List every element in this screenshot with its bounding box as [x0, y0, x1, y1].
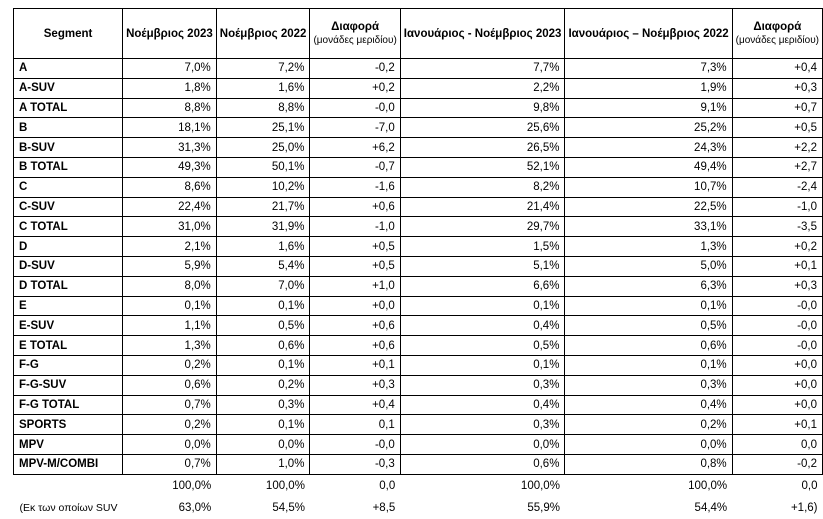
footer-cell-segment: (Εκ των οποίων SUV: [19, 501, 118, 514]
cell-diff-ytd: +0,0: [732, 355, 822, 375]
cell-ytd-2022: 0,6%: [565, 336, 732, 356]
header-diff-monthly: [310, 9, 400, 59]
cell-nov-2023: 31,3%: [123, 138, 217, 158]
cell-segment: MPV-M/COMBI: [14, 454, 123, 474]
cell-diff-monthly: -0,2: [310, 59, 400, 79]
cell-diff-monthly: +0,6: [310, 336, 400, 356]
table-row: [14, 336, 823, 356]
footer-cell-ytd-2022: 54,4%: [694, 501, 728, 514]
cell-ytd-2023: 1,5%: [400, 237, 565, 257]
cell-ytd-2023: 0,1%: [400, 296, 565, 316]
cell-nov-2023: 2,1%: [123, 237, 217, 257]
cell-segment: F-G-SUV: [14, 375, 123, 395]
cell-nov-2023: 8,6%: [123, 177, 217, 197]
cell-ytd-2022: 5,0%: [565, 256, 732, 276]
cell-diff-monthly: -0,0: [310, 435, 400, 455]
cell-ytd-2022: 7,3%: [565, 59, 732, 79]
cell-ytd-2023: 25,6%: [400, 118, 565, 138]
cell-diff-ytd: +2,2: [732, 138, 822, 158]
cell-segment: MPV: [14, 435, 123, 455]
cell-diff-monthly: +0,6: [310, 316, 400, 336]
cell-diff-monthly: +0,0: [310, 296, 400, 316]
table-row: [14, 415, 823, 435]
cell-ytd-2023: 0,1%: [400, 355, 565, 375]
cell-diff-ytd: -0,0: [732, 316, 822, 336]
table-row: [14, 355, 823, 375]
cell-nov-2022: 21,7%: [216, 197, 310, 217]
cell-nov-2023: 0,7%: [123, 395, 217, 415]
table-row: [14, 237, 823, 257]
cell-segment: E-SUV: [14, 316, 123, 336]
cell-diff-ytd: +0,3: [732, 276, 822, 296]
cell-segment: B: [14, 118, 123, 138]
cell-diff-monthly: +0,2: [310, 78, 400, 98]
cell-ytd-2022: 0,2%: [565, 415, 732, 435]
cell-ytd-2022: 33,1%: [565, 217, 732, 237]
cell-diff-monthly: 0,1: [310, 415, 400, 435]
cell-nov-2022: 0,6%: [216, 336, 310, 356]
cell-nov-2022: 25,1%: [216, 118, 310, 138]
cell-nov-2023: 5,9%: [123, 256, 217, 276]
header-diff-ytd-sub: (μονάδες μεριδίου): [735, 35, 819, 46]
cell-diff-ytd: -0,0: [732, 296, 822, 316]
header-diff-ytd: [732, 9, 822, 59]
cell-diff-ytd: -0,0: [732, 336, 822, 356]
cell-ytd-2023: 0,4%: [400, 316, 565, 336]
cell-diff-ytd: -2,4: [732, 177, 822, 197]
cell-diff-ytd: +0,5: [732, 118, 822, 138]
table-row: [14, 217, 823, 237]
cell-segment: E TOTAL: [14, 336, 123, 356]
table-row: [14, 316, 823, 336]
cell-nov-2023: 0,2%: [123, 355, 217, 375]
cell-nov-2022: 25,0%: [216, 138, 310, 158]
cell-nov-2023: 0,1%: [123, 296, 217, 316]
cell-segment: A TOTAL: [14, 98, 123, 118]
cell-nov-2023: 8,0%: [123, 276, 217, 296]
header-segment: Segment: [14, 9, 123, 59]
cell-diff-ytd: +2,7: [732, 157, 822, 177]
footer-cell-diff-monthly: 0,0: [379, 479, 396, 492]
cell-diff-monthly: -0,0: [310, 98, 400, 118]
header-ytd-2022: Ιανουάριος – Νοέμβριος 2022: [565, 9, 732, 59]
cell-nov-2022: 0,1%: [216, 296, 310, 316]
cell-segment: SPORTS: [14, 415, 123, 435]
header-row: [14, 9, 823, 59]
cell-nov-2023: 0,6%: [123, 375, 217, 395]
cell-ytd-2022: 9,1%: [565, 98, 732, 118]
cell-ytd-2023: 5,1%: [400, 256, 565, 276]
cell-nov-2022: 0,1%: [216, 355, 310, 375]
cell-ytd-2023: 0,5%: [400, 336, 565, 356]
cell-ytd-2022: 0,5%: [565, 316, 732, 336]
cell-nov-2023: 1,1%: [123, 316, 217, 336]
table-row: [14, 118, 823, 138]
table-row: [14, 454, 823, 474]
footer-cell-nov-2022: 54,5%: [272, 501, 305, 514]
footer-cell-segment: [14, 474, 123, 497]
cell-nov-2022: 0,2%: [216, 375, 310, 395]
cell-diff-monthly: -1,0: [310, 217, 400, 237]
cell-diff-monthly: -1,6: [310, 177, 400, 197]
table-row: [14, 98, 823, 118]
cell-ytd-2022: 0,0%: [565, 435, 732, 455]
cell-nov-2022: 8,8%: [216, 98, 310, 118]
cell-ytd-2022: 1,3%: [565, 237, 732, 257]
cell-nov-2023: 1,8%: [123, 78, 217, 98]
table-row: [14, 59, 823, 79]
footer-cell-nov-2023: 100,0%: [172, 479, 212, 492]
cell-nov-2022: 0,3%: [216, 395, 310, 415]
cell-diff-monthly: -7,0: [310, 118, 400, 138]
table-row: [14, 177, 823, 197]
cell-ytd-2022: 0,4%: [565, 395, 732, 415]
cell-nov-2023: 1,3%: [123, 336, 217, 356]
cell-ytd-2023: 0,6%: [400, 454, 565, 474]
cell-diff-monthly: -0,7: [310, 157, 400, 177]
cell-ytd-2022: 0,1%: [565, 296, 732, 316]
cell-diff-ytd: +0,3: [732, 78, 822, 98]
cell-nov-2022: 50,1%: [216, 157, 310, 177]
cell-diff-monthly: +0,5: [310, 256, 400, 276]
cell-diff-monthly: +0,1: [310, 355, 400, 375]
suv-share-row: [14, 497, 823, 519]
table-row: [14, 276, 823, 296]
footer-cell-ytd-2022: 100,0%: [688, 479, 728, 492]
cell-segment: D TOTAL: [14, 276, 123, 296]
table-row: [14, 375, 823, 395]
cell-ytd-2022: 25,2%: [565, 118, 732, 138]
cell-ytd-2023: 0,3%: [400, 375, 565, 395]
cell-ytd-2023: 8,2%: [400, 177, 565, 197]
cell-nov-2023: 8,8%: [123, 98, 217, 118]
table-body: [14, 59, 823, 519]
cell-diff-ytd: +0,1: [732, 256, 822, 276]
cell-nov-2023: 0,2%: [123, 415, 217, 435]
cell-segment: B TOTAL: [14, 157, 123, 177]
cell-ytd-2022: 1,9%: [565, 78, 732, 98]
cell-nov-2022: 5,4%: [216, 256, 310, 276]
footer-cell-nov-2022: 100,0%: [265, 479, 305, 492]
table-row: [14, 138, 823, 158]
cell-nov-2022: 31,9%: [216, 217, 310, 237]
cell-diff-ytd: 0,0: [732, 435, 822, 455]
cell-segment: A-SUV: [14, 78, 123, 98]
cell-segment: C-SUV: [14, 197, 123, 217]
footer-cell-nov-2023: 63,0%: [178, 501, 212, 514]
cell-nov-2022: 0,1%: [216, 415, 310, 435]
cell-ytd-2023: 2,2%: [400, 78, 565, 98]
cell-ytd-2023: 29,7%: [400, 217, 565, 237]
footer-cell-diff-ytd: +1,6): [790, 501, 818, 514]
segment-share-table-container: [13, 8, 823, 519]
cell-nov-2022: 1,6%: [216, 78, 310, 98]
cell-segment: C: [14, 177, 123, 197]
cell-ytd-2023: 52,1%: [400, 157, 565, 177]
cell-segment: E: [14, 296, 123, 316]
cell-nov-2022: 7,2%: [216, 59, 310, 79]
cell-ytd-2023: 0,3%: [400, 415, 565, 435]
cell-ytd-2022: 0,3%: [565, 375, 732, 395]
table-row: [14, 78, 823, 98]
cell-ytd-2022: 49,4%: [565, 157, 732, 177]
cell-ytd-2023: 6,6%: [400, 276, 565, 296]
footer-cell-ytd-2023: 100,0%: [520, 479, 560, 492]
table-row: [14, 256, 823, 276]
cell-ytd-2023: 0,0%: [400, 435, 565, 455]
cell-segment: D: [14, 237, 123, 257]
cell-ytd-2023: 9,8%: [400, 98, 565, 118]
cell-nov-2023: 31,0%: [123, 217, 217, 237]
header-diff-monthly-sub: (μονάδες μεριδίου): [313, 35, 397, 46]
total-row: [14, 474, 823, 497]
cell-segment: A: [14, 59, 123, 79]
table-row: [14, 197, 823, 217]
cell-diff-monthly: -0,3: [310, 454, 400, 474]
table-row: [14, 296, 823, 316]
footer-cell-ytd-2023: 55,9%: [527, 501, 560, 514]
cell-diff-ytd: -0,2: [732, 454, 822, 474]
cell-ytd-2022: 6,3%: [565, 276, 732, 296]
cell-ytd-2022: 0,8%: [565, 454, 732, 474]
cell-ytd-2023: 26,5%: [400, 138, 565, 158]
cell-ytd-2022: 0,1%: [565, 355, 732, 375]
cell-nov-2022: 0,5%: [216, 316, 310, 336]
cell-nov-2023: 18,1%: [123, 118, 217, 138]
header-ytd-2023: Ιανουάριος - Νοέμβριος 2023: [400, 9, 565, 59]
cell-ytd-2022: 22,5%: [565, 197, 732, 217]
header-nov-2023: Νοέμβριος 2023: [123, 9, 217, 59]
cell-diff-monthly: +0,3: [310, 375, 400, 395]
cell-nov-2023: 0,7%: [123, 454, 217, 474]
cell-ytd-2022: 24,3%: [565, 138, 732, 158]
header-nov-2022: Νοέμβριος 2022: [216, 9, 310, 59]
cell-segment: F-G: [14, 355, 123, 375]
footer-cell-diff-ytd: 0,0: [801, 479, 818, 492]
header-diff-ytd-label: Διαφορά: [753, 21, 802, 33]
segment-share-table: [13, 8, 823, 519]
cell-nov-2022: 0,0%: [216, 435, 310, 455]
cell-diff-ytd: -3,5: [732, 217, 822, 237]
cell-diff-monthly: +0,6: [310, 197, 400, 217]
cell-diff-ytd: +0,1: [732, 415, 822, 435]
cell-segment: D-SUV: [14, 256, 123, 276]
footer-cell-diff-monthly: +8,5: [372, 501, 396, 514]
header-diff-monthly-label: Διαφορά: [331, 21, 380, 33]
cell-diff-ytd: +0,4: [732, 59, 822, 79]
cell-nov-2022: 1,0%: [216, 454, 310, 474]
cell-diff-ytd: +0,7: [732, 98, 822, 118]
cell-diff-ytd: +0,0: [732, 395, 822, 415]
cell-segment: C TOTAL: [14, 217, 123, 237]
cell-ytd-2023: 0,4%: [400, 395, 565, 415]
cell-diff-monthly: +0,4: [310, 395, 400, 415]
cell-nov-2023: 0,0%: [123, 435, 217, 455]
cell-nov-2023: 7,0%: [123, 59, 217, 79]
cell-nov-2023: 22,4%: [123, 197, 217, 217]
cell-diff-ytd: +0,2: [732, 237, 822, 257]
cell-nov-2022: 7,0%: [216, 276, 310, 296]
cell-diff-monthly: +6,2: [310, 138, 400, 158]
table-row: [14, 395, 823, 415]
cell-ytd-2023: 21,4%: [400, 197, 565, 217]
cell-nov-2022: 10,2%: [216, 177, 310, 197]
cell-ytd-2023: 7,7%: [400, 59, 565, 79]
cell-segment: B-SUV: [14, 138, 123, 158]
table-row: [14, 157, 823, 177]
table-row: [14, 435, 823, 455]
cell-diff-ytd: -1,0: [732, 197, 822, 217]
cell-diff-ytd: +0,0: [732, 375, 822, 395]
cell-diff-monthly: +0,5: [310, 237, 400, 257]
cell-segment: F-G TOTAL: [14, 395, 123, 415]
cell-diff-monthly: +1,0: [310, 276, 400, 296]
cell-ytd-2022: 10,7%: [565, 177, 732, 197]
cell-nov-2023: 49,3%: [123, 157, 217, 177]
cell-nov-2022: 1,6%: [216, 237, 310, 257]
